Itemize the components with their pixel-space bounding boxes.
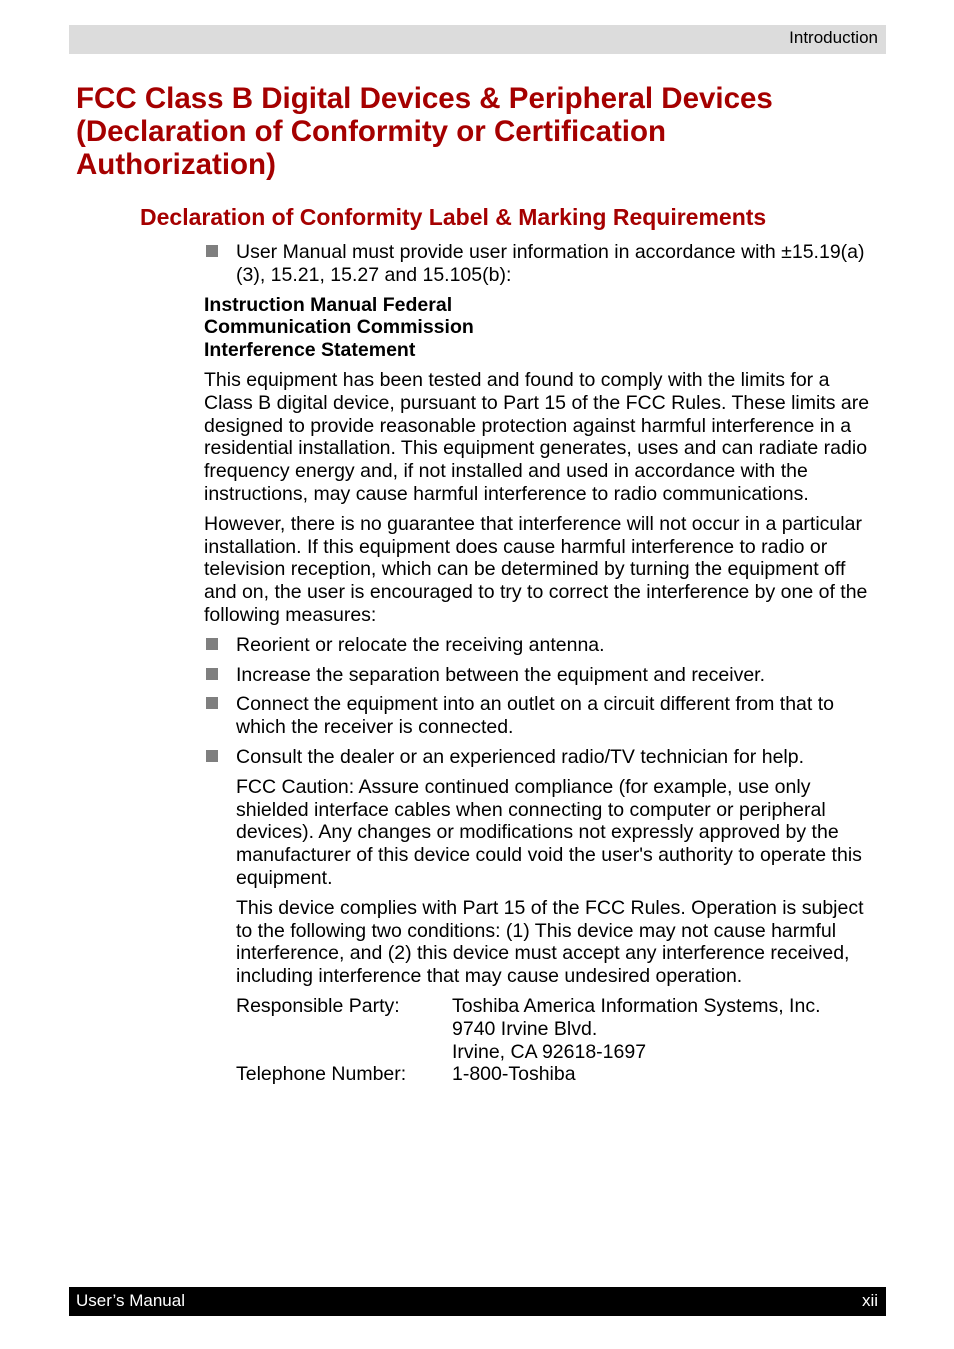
section-subtitle: Declaration of Conformity Label & Marking Requirements (140, 204, 767, 230)
fcc-caution: FCC Caution: Assure continued compliance (for example, use only shielded interface cables when connecting to computer or peripheral devices). Any changes or modifications not expressly approved by the manufacturer of this device could void the user's authority to operate this equipment. (236, 775, 862, 889)
square-bullet-icon (206, 638, 218, 650)
telephone-number: 1-800-Toshiba (452, 1063, 576, 1086)
statement-heading-line: Communication Commission (204, 316, 474, 339)
responsible-party-name: Toshiba America Information Systems, Inc. (452, 994, 821, 1017)
responsible-party-label: Responsible Party: (236, 994, 400, 1017)
statement-heading (204, 294, 879, 362)
list-item (204, 746, 879, 769)
content-body (204, 241, 879, 1086)
page-number: xii (861, 1291, 878, 1310)
statement-heading-line: Interference Statement (204, 339, 416, 362)
telephone-label: Telephone Number: (236, 1063, 407, 1086)
measure-text: Increase the separation between the equipment and receiver. (236, 663, 766, 686)
paragraph: However, there is no guarantee that interference will not occur in a particular installation. If this equipment does cause harmful interference to radio or television reception, which can be determined by turning the equipment off and on, the user is encouraged to try to correct the interference by one of the following measures: (204, 512, 868, 626)
list-item (204, 693, 879, 739)
section-label: Introduction (789, 28, 878, 47)
statement-heading-line: Instruction Manual Federal (204, 293, 453, 316)
measure-text: Consult the dealer or an experienced radio/TV technician for help. (236, 745, 805, 768)
square-bullet-icon (206, 668, 218, 680)
responsible-party-city: Irvine, CA 92618-1697 (452, 1040, 647, 1063)
intro-bullet-text: User Manual must provide user information in accordance with ±15.19(a)(3), 15.21, 15.27 and 15.105(b): (236, 241, 865, 286)
page-title: FCC Class B Digital Devices & Peripheral Devices (Declaration of Conformity or Certification Authorization) (76, 82, 773, 181)
measure-text: Connect the equipment into an outlet on a circuit different from that to which the receiver is connected. (236, 693, 834, 739)
list-item (204, 241, 879, 287)
square-bullet-icon (206, 750, 218, 762)
contact-table (204, 995, 879, 1086)
paragraph: This equipment has been tested and found to comply with the limits for a Class B digital device, pursuant to Part 15 of the FCC Rules. These limits are designed to provide reasonable protection against harmful interference in a residential installation. This equipment generates, uses and can radiate radio frequency energy and, if not installed and used in accordance with the instructions, may cause harmful interference to radio communications. (204, 368, 870, 505)
measure-text: Reorient or relocate the receiving antenna. (236, 633, 605, 656)
compliance-statement: This device complies with Part 15 of the FCC Rules. Operation is subject to the following two conditions: (1) This device may not cause harmful interference, and (2) this device must accept any interference received, including interference that may cause undesired operation. (236, 896, 864, 988)
list-item (204, 664, 879, 687)
square-bullet-icon (206, 245, 218, 257)
responsible-party-street: 9740 Irvine Blvd. (452, 1017, 598, 1040)
footer-bar (69, 1287, 886, 1316)
manual-label: User’s Manual (76, 1291, 185, 1310)
square-bullet-icon (206, 697, 218, 709)
list-item (204, 634, 879, 657)
header-bar (69, 25, 886, 54)
